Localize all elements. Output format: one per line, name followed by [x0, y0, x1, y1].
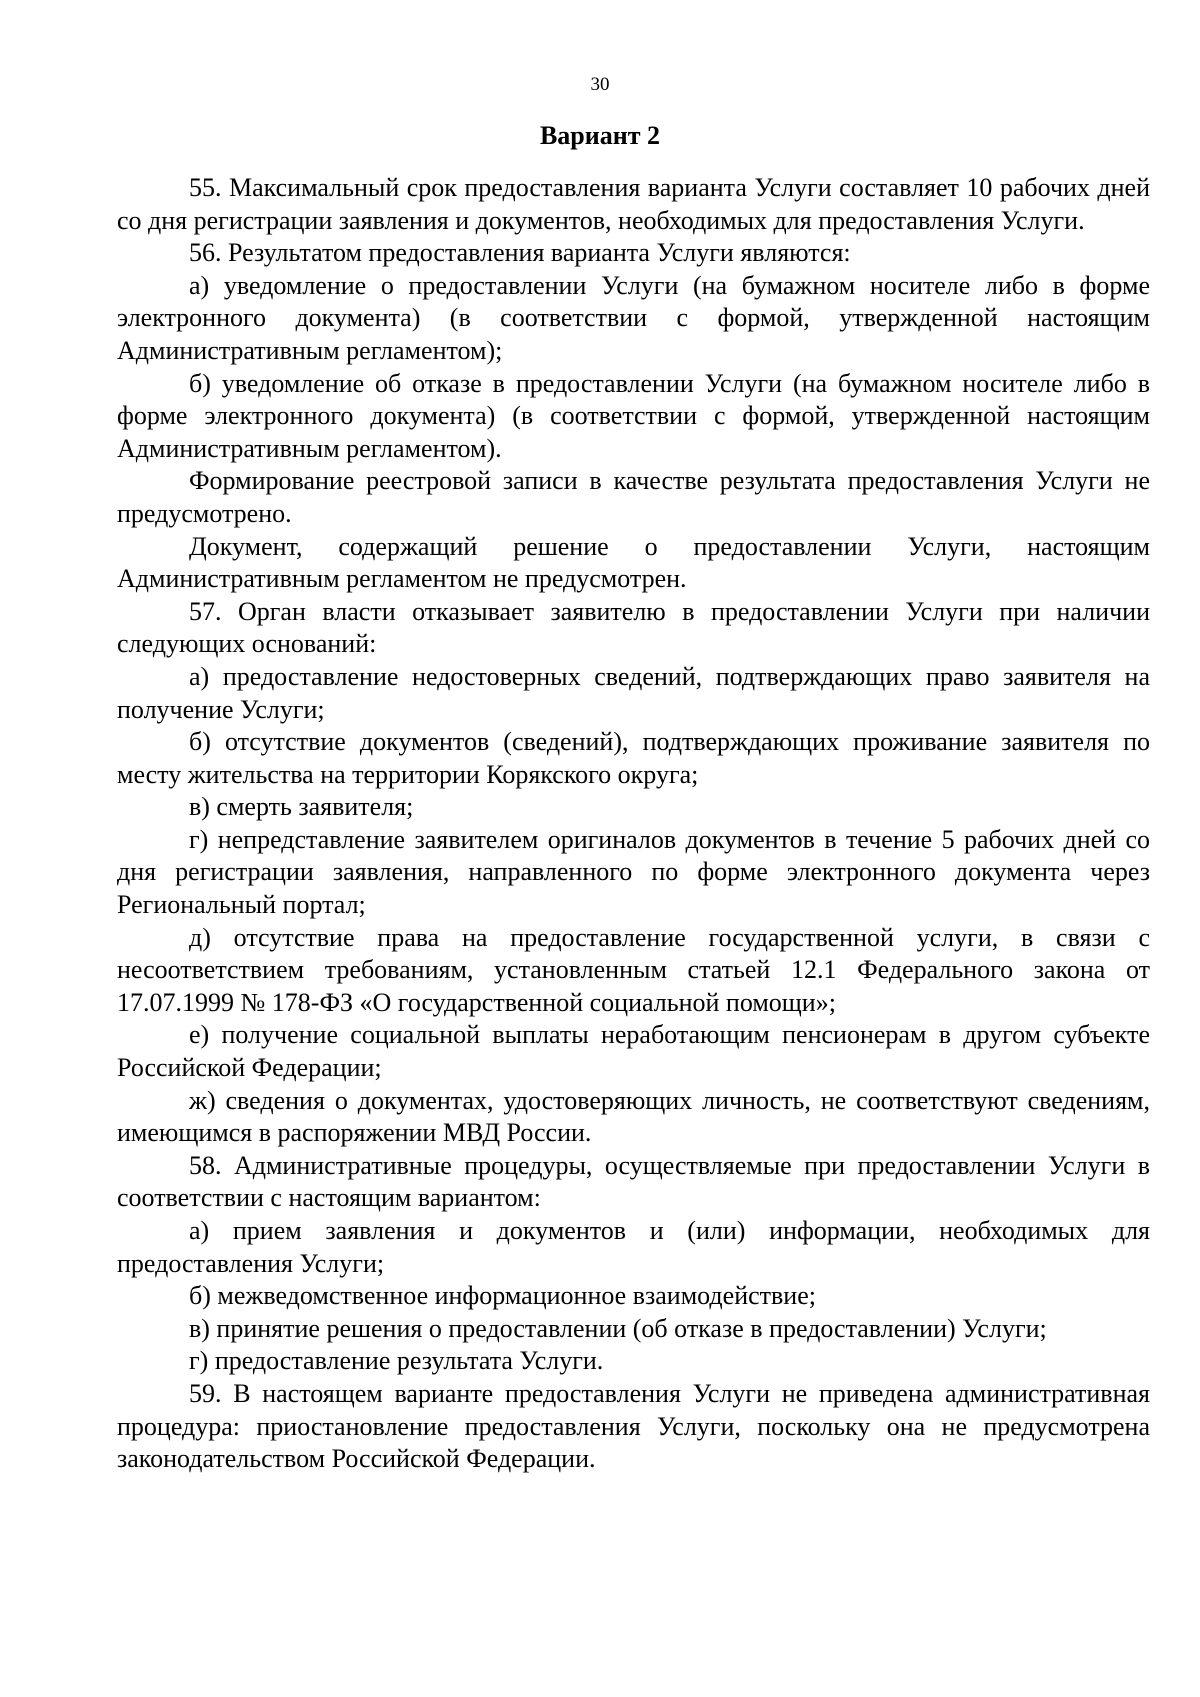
paragraph-58-v: в) принятие решения о предоставлении (об отказе в предоставлении) Услуги;	[189, 1313, 1047, 1343]
paragraph-57-a: а) предоставление недостоверных сведений, подтверждающих право заявителя на получение Услуги;	[117, 661, 1150, 724]
paragraph-55: 55. Максимальный срок предоставления варианта Услуги составляет 10 рабочих дней со дня регистрации заявления и документов, необходимых для предоставления Услуги.	[117, 173, 1150, 235]
paragraph-document-note: Документ, содержащий решение о предоставлении Услуги, настоящим Административным регламентом не предусмотрен.	[117, 531, 1150, 594]
paragraph-57-v: в) смерть заявителя;	[189, 792, 414, 822]
paragraph-57-b: б) отсутствие документов (сведений), подтверждающих проживание заявителя по месту жительства на территории Корякского округа;	[117, 727, 1150, 789]
document-body	[117, 172, 1150, 1476]
paragraph-58-g: г) предоставление результата Услуги.	[189, 1346, 604, 1376]
paragraph-56-a: а) уведомление о предоставлении Услуги (на бумажном носителе либо в форме электронного документа) (в соответствии с формой, утвержденной настоящим Административным регламентом);	[117, 270, 1150, 365]
paragraph-56-b: б) уведомление об отказе в предоставлении Услуги (на бумажном носителе либо в форме электронного документа) (в соответствии с формой, утвержденной настоящим Административным регламентом).	[117, 368, 1150, 463]
paragraph-57: 57. Орган власти отказывает заявителю в предоставлении Услуги при наличии следующих оснований:	[117, 596, 1150, 659]
paragraph-58: 58. Административные процедуры, осуществляемые при предоставлении Услуги в соответствии с настоящим вариантом:	[117, 1150, 1150, 1213]
page-number: 30	[590, 74, 610, 95]
paragraph-57-g: г) непредставление заявителем оригиналов документов в течение 5 рабочих дней со дня регистрации заявления, направленного по форме электронного документа через Региональный портал;	[117, 824, 1150, 920]
paragraph-58-b: б) межведомственное информационное взаимодействие;	[189, 1281, 816, 1311]
paragraph-58-a: а) прием заявления и документов и (или) информации, необходимых для предоставления Услуги;	[117, 1216, 1150, 1278]
section-heading: Вариант 2	[539, 121, 661, 150]
paragraph-57-e: е) получение социальной выплаты неработающим пенсионерам в другом субъекте Российской Федерации;	[117, 1020, 1150, 1083]
paragraph-59: 59. В настоящем варианте предоставления Услуги не приведена административная процедура: приостановление предоставления Услуги, поскольку она не предусмотрена законодательством Российской Федерации.	[117, 1378, 1150, 1474]
paragraph-56: 56. Результатом предоставления варианта Услуги являются:	[189, 238, 851, 268]
paragraph-registry-note: Формирование реестровой записи в качестве результата предоставления Услуги не предусмотрено.	[117, 466, 1150, 528]
paragraph-57-zh: ж) сведения о документах, удостоверяющих личность, не соответствуют сведениям, имеющимся в распоряжении МВД России.	[117, 1085, 1150, 1148]
paragraph-57-d: д) отсутствие права на предоставление государственной услуги, в связи с несоответствием требованиям, установленным статьей 12.1 Федерального закона от 17.07.1999 № 178-ФЗ «О государственной социальной помощи»;	[117, 922, 1150, 1017]
